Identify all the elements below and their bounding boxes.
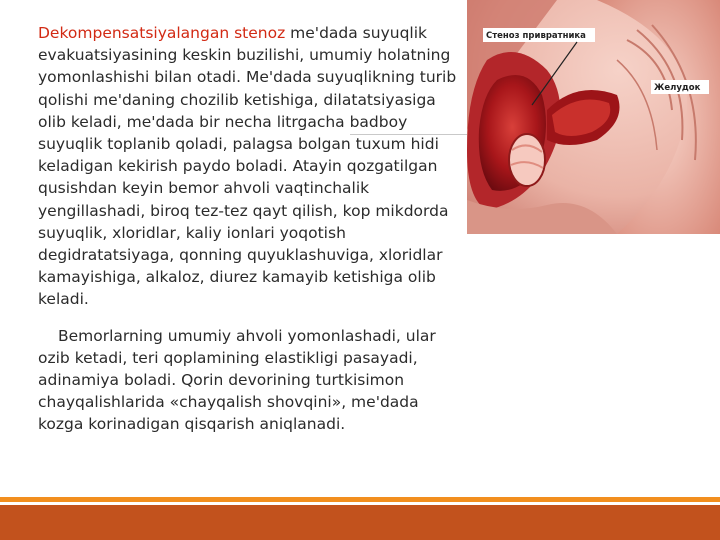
pyloric-stenosis-image bbox=[467, 0, 720, 234]
highlighted-term: Dekompensatsiyalangan stenoz bbox=[38, 24, 286, 42]
stomach-illustration bbox=[467, 0, 720, 234]
label-stenosis: Стеноз привратника bbox=[486, 31, 586, 41]
main-text bbox=[38, 22, 463, 436]
paragraph-1-text: me'dada suyuqlik evakuatsiyasining keskin buzilishi, umumiy holatning yomonlashishi bilan otadi. Me'dada suyuqlikning turib qolishi me'daning chozilib ketishiga, dilatatsiyasiga olib keladi, me'dada bir necha litrgacha badboy suyuqlik toplanib qoladi, palagsa bolgan tuxum hidi keladigan kekirish paydo boladi. Atayin qozgatilgan qusishdan keyin bemor ahvoli vaqtinchalik yengillashadi, biroq tez-tez qayt qilish, kop mikdorda suyuqlik, xloridlar, kaliy ionlari yoqotish degidratatsiyaga, qonning quyuklashuviga, xloridlar kamayishiga, alkaloz, diurez kamayib ketishiga olib keladi. bbox=[38, 24, 457, 309]
paragraph-1 bbox=[38, 22, 463, 311]
label-stomach: Желудок bbox=[654, 83, 701, 93]
footer-bar bbox=[0, 505, 720, 540]
paragraph-2: Bemorlarning umumiy ahvoli yomonlashadi, ular ozib ketadi, teri qoplamining elastikligi pasayadi, adinamiya boladi. Qorin devorining turtkisimon chayqalishlarida «chayqalish shovqini», me'dada kozga korinadigan qisqarish aniqlanadi. bbox=[38, 326, 436, 434]
footer-accent-line bbox=[0, 497, 720, 502]
